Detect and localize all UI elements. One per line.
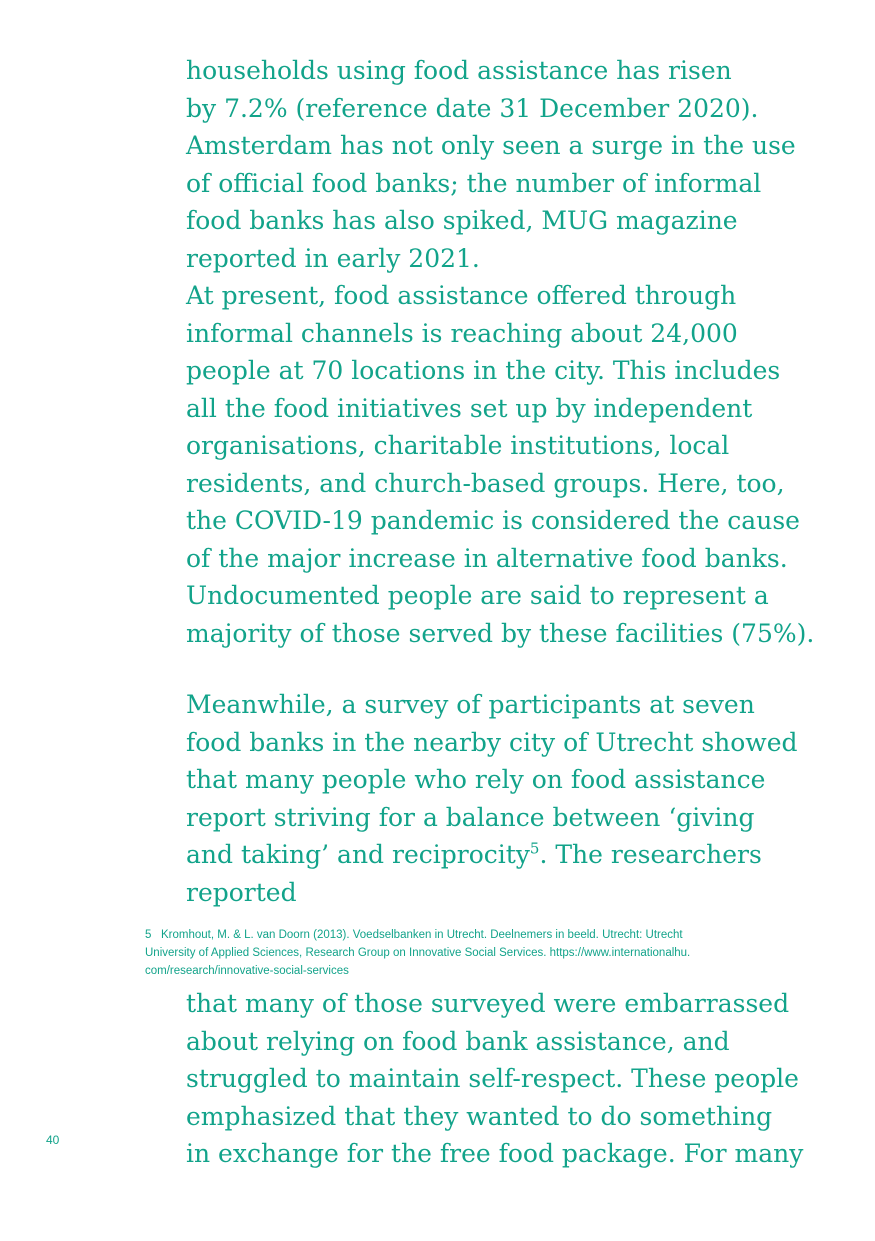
text-line: that many of those surveyed were embarrassed: [186, 989, 790, 1018]
paragraph-block-1: [186, 52, 814, 652]
text-line: of the major increase in alternative food banks.: [186, 543, 788, 573]
text-fragment: . The researchers: [539, 840, 762, 869]
footnote-link-line[interactable]: com/research/innovative-social-services: [145, 965, 349, 977]
text-line: all the food initiatives set up by independent: [186, 393, 753, 423]
text-line: residents, and church-based groups. Here, too,: [186, 468, 785, 498]
footnote: [145, 926, 805, 980]
text-line: in exchange for the free food package. For many: [186, 1139, 804, 1168]
text-line: informal channels is reaching about 24,000: [186, 318, 738, 348]
footnote-line: [145, 926, 805, 944]
text-line: the COVID-19 pandemic is considered the cause: [186, 506, 800, 535]
text-line: food banks has also spiked, MUG magazine: [186, 206, 738, 235]
text-line: Meanwhile, a survey of participants at seven: [186, 690, 755, 719]
text-line: report striving for a balance between ‘giving: [186, 802, 755, 832]
text-line-with-footnote-ref: [186, 836, 798, 874]
text-line: organisations, charitable institutions, local: [186, 431, 730, 460]
text-line: food banks in the nearby city of Utrecht showed: [186, 727, 798, 757]
paragraph-block-2: [186, 686, 798, 911]
footnote-text: Kromhout, M. & L. van Doorn (2013). Voedselbanken in Utrecht. Deelnemers in beeld. Utrecht: Utrecht: [161, 929, 683, 941]
text-line: that many people who rely on food assistance: [186, 765, 766, 794]
text-line: reported: [186, 877, 297, 907]
text-line: majority of those served by these facilities (75%).: [186, 618, 815, 648]
text-line: people at 70 locations in the city. This includes: [186, 356, 781, 385]
footnote-line: University of Applied Sciences, Research Group on Innovative Social Services. https://www.internationalhu.: [145, 947, 691, 959]
text-fragment: and taking’ and reciprocity: [186, 840, 530, 869]
page-number: 40: [46, 1133, 60, 1147]
text-line: Amsterdam has not only seen a surge in the use: [186, 131, 796, 160]
text-line: emphasized that they wanted to do something: [186, 1101, 773, 1131]
text-line: about relying on food bank assistance, and: [186, 1026, 730, 1056]
text-line: by 7.2% (reference date 31 December 2020).: [186, 93, 759, 123]
paragraph-block-3: [186, 985, 803, 1173]
text-line: struggled to maintain self-respect. These people: [186, 1064, 799, 1093]
text-line: of official food banks; the number of informal: [186, 168, 762, 198]
text-line: households using food assistance has risen: [186, 56, 732, 85]
footnote-number: 5: [145, 929, 152, 941]
text-line: Undocumented people are said to represent a: [186, 581, 769, 610]
footnote-reference[interactable]: 5: [529, 839, 540, 858]
text-line: reported in early 2021.: [186, 243, 480, 273]
text-line: At present, food assistance offered through: [186, 281, 737, 310]
